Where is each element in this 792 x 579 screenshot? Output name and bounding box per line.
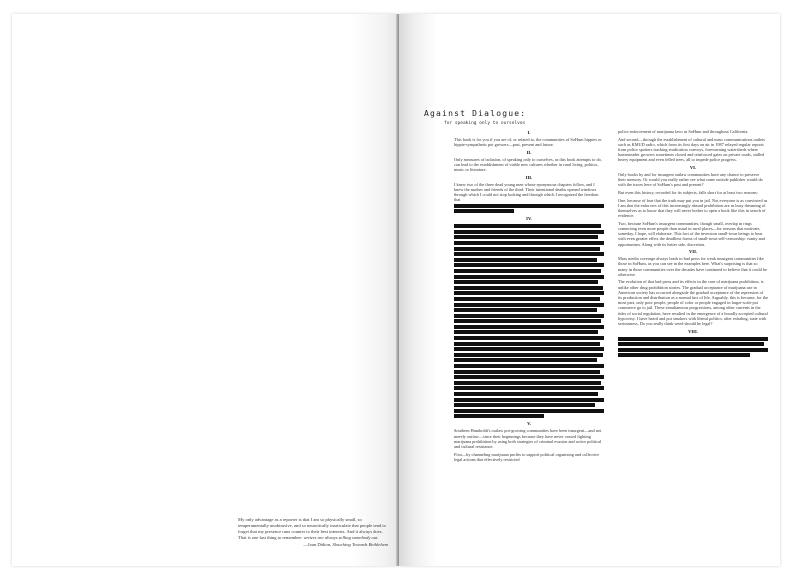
page-subtitle: for speaking only to ourselves xyxy=(444,121,526,126)
redaction-bar xyxy=(454,235,598,239)
section-7-text: Mass media coverage always leads to bad press for weak insurgent communities like those in SoHum, as you can see in the examples here. What's surprising is that so many in those communities over the decades have continued to believe that it could be otherwise. xyxy=(618,256,767,277)
redaction-bar xyxy=(454,308,597,312)
redaction-bar xyxy=(454,342,600,346)
right-paragraph-6: The evolution of that bad press and its effects in the case of marijuana prohibition, is unlike other drug prohibition stories. The gradual acceptance of marijuana use in American society has occurred alongside the gradual acceptance of the repression of its production and distribution as a normal fact of life. Arguably, this is because, for the most part, only poor people, people of color or people engaged in larger-scale pot commerce go to jail. These simultaneous progressions, among other currents in the tides of social regulation, have resulted in the emergence of a broadly accepted cultural hypocrisy. I have heard and pot smokers with liberal politics, after exhaling, state with seriousness, Do you really think weed should be legal? xyxy=(618,279,768,327)
page-title: Against Dialogue: xyxy=(424,109,527,118)
text-column-left xyxy=(454,129,604,464)
section-label-6: VI. xyxy=(689,165,697,170)
redaction-bar xyxy=(454,269,601,273)
redaction-bar xyxy=(454,263,604,267)
redaction-bar xyxy=(454,258,597,262)
redaction-bar xyxy=(618,353,750,357)
redaction-block-4 xyxy=(454,224,604,418)
redaction-bar xyxy=(454,224,601,228)
right-paragraph-4: One, because of fear that the truth may put you in jail. Not everyone is as convinced as I am that the enforcers of this increasingly absurd prohibition are as busy dreaming of themselves as to know that they will never bother to open a book like this in search of evidence. xyxy=(618,197,768,219)
redaction-bar xyxy=(454,325,604,329)
redaction-bar xyxy=(454,409,604,413)
redaction-bar xyxy=(454,204,604,208)
redaction-bar xyxy=(454,291,604,295)
redaction-bar xyxy=(454,230,604,234)
epigraph-attribution-line xyxy=(238,542,388,548)
redaction-bar xyxy=(454,319,601,323)
section-label-5: V. xyxy=(527,421,531,427)
redaction-bar xyxy=(454,252,604,256)
redaction-bar xyxy=(454,275,604,279)
redaction-bar xyxy=(454,364,604,368)
redaction-bar xyxy=(454,386,604,390)
redaction-bar xyxy=(618,348,768,352)
redaction-bar xyxy=(454,247,600,251)
redaction-bar xyxy=(454,392,598,396)
section-label-7: VII. xyxy=(688,249,698,255)
epigraph xyxy=(238,517,388,548)
left-page xyxy=(12,14,397,566)
redaction-bar xyxy=(454,303,604,307)
redaction-bar xyxy=(454,280,598,284)
redaction-bar xyxy=(454,403,595,407)
redaction-bar xyxy=(454,398,604,402)
redaction-bar xyxy=(454,330,598,334)
redaction-bar xyxy=(454,286,603,290)
redaction-bar xyxy=(454,370,600,374)
redaction-bar xyxy=(454,314,604,318)
section-label-8: VIII. xyxy=(688,328,698,334)
redaction-bar xyxy=(618,342,764,346)
section-label-3: III. xyxy=(525,174,533,180)
redaction-bar xyxy=(454,241,604,245)
right-paragraph-3: But even this history, recorded for its subjects, falls short for at least two reasons: xyxy=(618,190,758,195)
redaction-bar xyxy=(454,209,514,213)
redaction-bar xyxy=(454,414,544,418)
redaction-block-8 xyxy=(618,337,768,358)
section-label-4: IV. xyxy=(526,216,532,222)
section-1-text: This book is for you if you are of, or related to, the communities of SoHum hippies or hippie-sympathetic pot growers—past, present and future. xyxy=(454,137,602,148)
redaction-bar xyxy=(454,347,604,351)
section-label-1: I. xyxy=(527,130,531,135)
section-2-text: Only measures of isolation, of speaking only to ourselves, as this book attempts to do, can lead to the establishment of viable new cultures whether in rural living, politics, music or literature. xyxy=(454,156,602,173)
redaction-bar xyxy=(618,337,768,341)
text-column-right xyxy=(618,129,768,360)
epigraph-source: Slouching Towards Bethlehem xyxy=(332,542,388,547)
redaction-bar xyxy=(454,297,600,301)
right-paragraph-1: police enforcement of marijuana laws in SoHum and throughout California. xyxy=(618,129,749,134)
redaction-bar xyxy=(454,375,604,379)
section-5-text-2: First—by channeling marijuana profits to support political organizing and collective legal actions that effectively restricted xyxy=(454,451,599,462)
section-6-text: Only books by and for insurgent outlaw communities have any chance to preserve their memory. Or would you really rather see what some outside publisher would do with the traces here of SoHum's past and present? xyxy=(618,172,763,188)
redaction-bar xyxy=(454,381,601,385)
redaction-bar xyxy=(454,358,597,362)
section-5-text: Southern Humboldt's outlaw pot-growing communities have been insurgent—and not merely outlaw—since their beginnings because they have never ceased fighting marijuana prohibition by using both strategies of criminal evasion and active political and cultural resistance. xyxy=(454,428,602,449)
section-3-text: I knew two of the three dead young men whose eponymous chapters follow, and I knew the mother and friends of the third. Their intentional deaths opened windows through which I could not stop looking and through which I recognized the freedom that xyxy=(454,181,599,203)
redaction-bar xyxy=(454,353,603,357)
epigraph-text: My only advantage as a reporter is that I am so physically small, so temperamentally unobtrusive, and so neurotically inarticulate that people tend to forget that my presence runs counter to their best interests. And it always does. That is one last thing to remember: xyxy=(238,517,386,540)
section-label-2: II. xyxy=(526,149,532,155)
epigraph-text-italic: writers are always selling somebody out. xyxy=(303,535,379,540)
redaction-bar xyxy=(454,336,604,340)
epigraph-attribution: —Joan Didion, xyxy=(303,542,332,547)
right-paragraph-5: Two, because SoHum's insurgent communities, though small, overlap in rings connecting even more people than usual in rural places—for reasons that motivate, someday, I hope, will elaborate. This fact of the inversion small-town beings to bear with even greater effect the deadliest forms of small-town self-censorship: vanity and opportunism. Along with its better side, discretion. xyxy=(618,220,765,247)
right-paragraph-2: And second—through the establishment of cultural and mass communications outlets such as KMUD radio, which from its first days on air in 1987 relayed regular reports from police spotters tracking eradication convoys, forewarning watersheds where homesteader growers sometimes closed and reinforced gates on private roads, stalled heavy equipment and even felled trees, all to impede police progress. xyxy=(618,136,765,163)
